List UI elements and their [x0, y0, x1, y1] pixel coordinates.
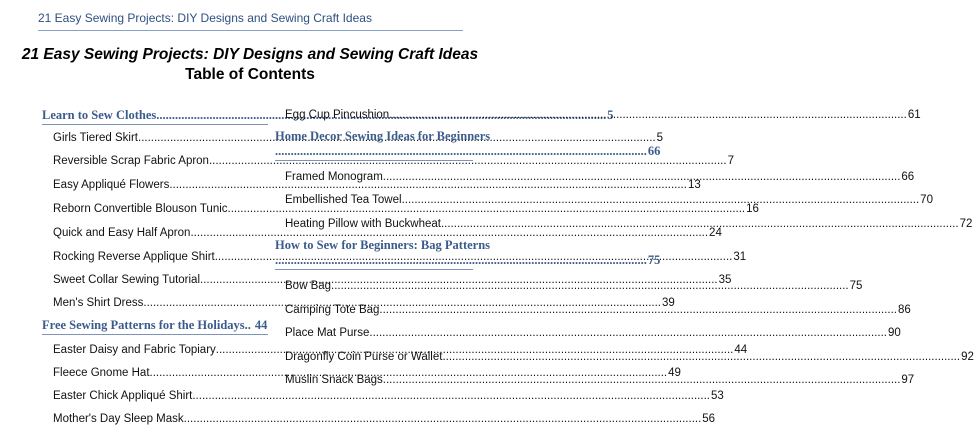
toc-entry[interactable] — [285, 108, 921, 122]
entry-page: 5 — [656, 132, 664, 144]
dot-leader — [331, 279, 849, 293]
section-underline — [275, 160, 473, 161]
entry-page: 66 — [901, 171, 915, 183]
toc-entry[interactable] — [285, 170, 915, 184]
entry-page: 72 — [959, 218, 973, 230]
entry-page: 86 — [898, 304, 911, 316]
dot-leader — [402, 193, 920, 207]
toc-entry[interactable] — [53, 154, 734, 168]
entry-label: Framed Monogram — [285, 171, 383, 183]
entry-page: 97 — [901, 374, 915, 386]
toc-entry[interactable] — [285, 193, 933, 207]
entry-page: 16 — [746, 203, 759, 215]
entry-label: Easter Chick Appliqué Shirt — [53, 390, 193, 402]
entry-label: Men's Shirt Dress — [53, 297, 144, 309]
entry-label: Easter Daisy and Fabric Topiary — [53, 344, 216, 356]
entry-page: 61 — [907, 109, 921, 121]
dot-leader — [389, 108, 907, 122]
entry-page: 39 — [662, 297, 675, 309]
entry-label: Camping Tote Bag — [285, 304, 380, 316]
entry-page: 92 — [961, 351, 974, 363]
entry-label: Easy Appliqué Flowers — [53, 179, 170, 191]
entry-label: Embellished Tea Towel — [285, 194, 402, 206]
dot-leader — [441, 217, 959, 231]
entry-page: 13 — [687, 179, 701, 191]
section-page: 44 — [254, 318, 268, 332]
entry-label: Bow Bag — [285, 280, 332, 292]
toc-entry[interactable] — [53, 226, 722, 240]
dot-leader — [369, 326, 887, 340]
section-label: Home Decor Sewing Ideas for Beginners — [275, 129, 491, 143]
section-underline — [275, 269, 473, 270]
dot-leader — [442, 350, 960, 364]
toc-entry[interactable] — [285, 217, 973, 231]
entry-label: Fleece Gnome Hat — [53, 367, 150, 379]
entry-label: Mother's Day Sleep Mask — [53, 413, 184, 425]
dot-leader — [383, 373, 901, 387]
entry-page: 7 — [727, 155, 734, 167]
entry-page: 90 — [887, 327, 901, 339]
section-underline — [42, 124, 268, 125]
entry-label: Place Mat Purse — [285, 327, 370, 339]
entry-label: Dragonfly Coin Purse or Wallet — [285, 351, 443, 363]
entry-label: Muslin Snack Bags — [285, 374, 383, 386]
dot-leader: ....................................................................................................................... — [275, 144, 647, 158]
section-label: Learn to Sew Clothes — [42, 108, 157, 122]
toc-section-free-sewing-patterns[interactable] — [42, 318, 268, 335]
entry-page: 75 — [849, 280, 863, 292]
entry-label: Rocking Reverse Applique Shirt — [53, 251, 215, 263]
entry-page: 70 — [920, 194, 933, 206]
dot-leader — [184, 412, 702, 426]
section-page: 75 — [647, 253, 661, 267]
entry-label: Sweet Collar Sewing Tutorial — [53, 274, 201, 286]
section-label: How to Sew for Beginners: Bag Patterns — [275, 238, 491, 252]
header-rule — [38, 30, 463, 31]
section-underline — [42, 334, 268, 335]
entry-label: Heating Pillow with Buckwheat — [285, 218, 441, 230]
entry-label: Egg Cup Pincushion — [285, 109, 390, 121]
toc-entry[interactable] — [53, 412, 716, 426]
toc-section-bag-patterns[interactable] — [275, 238, 661, 270]
entry-page: 44 — [734, 344, 748, 356]
document-title: 21 Easy Sewing Projects: DIY Designs and Sewing Craft Ideas — [21, 46, 479, 63]
section-page: 66 — [647, 144, 661, 158]
entry-page: 49 — [668, 367, 681, 379]
toc-entry[interactable] — [53, 178, 701, 192]
toc-heading: Table of Contents — [185, 66, 315, 83]
entry-page: 56 — [702, 413, 716, 425]
entry-label: Reborn Convertible Blouson Tunic — [53, 203, 228, 215]
dot-leader — [383, 170, 901, 184]
entry-label: Girls Tiered Skirt — [53, 132, 138, 144]
toc-section-home-decor[interactable] — [275, 129, 661, 161]
dot-leader — [192, 389, 710, 403]
running-header: 21 Easy Sewing Projects: DIY Designs and Sewing Craft Ideas — [38, 11, 372, 25]
entry-page: 31 — [733, 251, 747, 263]
entry-page: 53 — [710, 390, 724, 402]
section-label: Free Sewing Patterns for the Holidays.. — [42, 318, 251, 332]
toc-entry[interactable] — [53, 202, 759, 216]
toc-entry[interactable] — [53, 389, 724, 403]
toc-entry[interactable] — [285, 326, 901, 340]
dot-leader: ....................................................................................................................... — [275, 253, 647, 267]
entry-label: Quick and Easy Half Apron — [53, 227, 191, 239]
entry-page: 24 — [709, 227, 722, 239]
dot-leader — [379, 303, 897, 317]
entry-label: Reversible Scrap Fabric Apron — [53, 155, 209, 167]
entry-page: 35 — [718, 274, 732, 286]
section-page: 5 — [607, 108, 614, 122]
